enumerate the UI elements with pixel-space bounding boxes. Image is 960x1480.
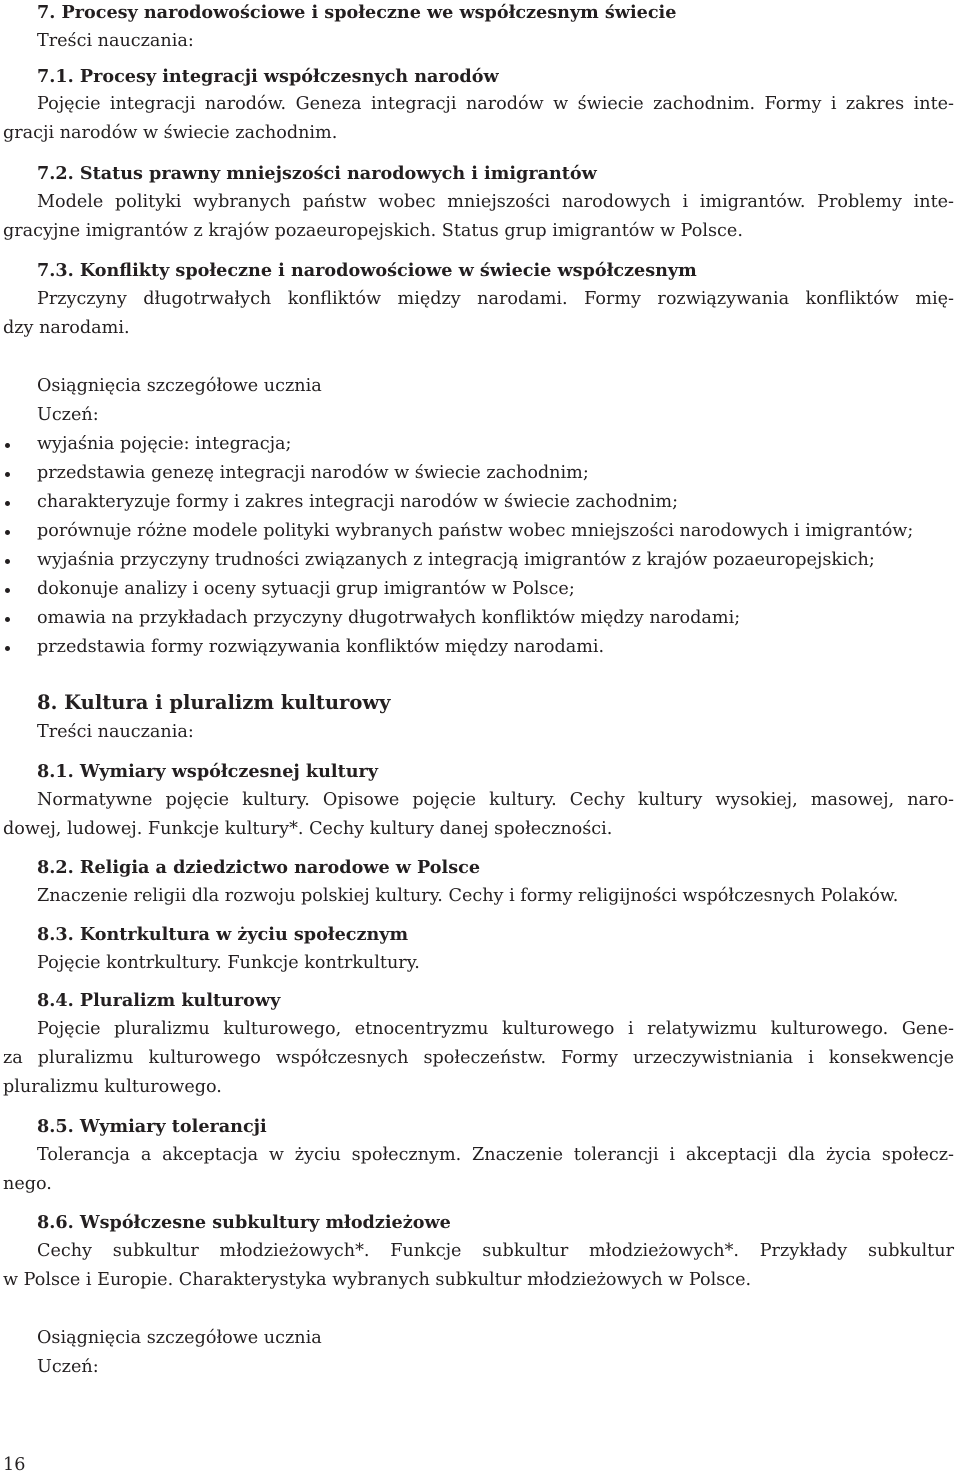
- subsection-8-5-text-line: Tolerancja a akceptacja w życiu społecznym. Znaczenie tolerancji i akceptacji dla życia społecz-: [37, 1145, 954, 1165]
- section-8-content-label: Treści nauczania:: [37, 722, 194, 742]
- subsection-8-2-heading: 8.2. Religia a dziedzictwo narodowe w Polsce: [37, 857, 481, 878]
- subsection-8-5-heading: 8.5. Wymiary tolerancji: [37, 1116, 267, 1137]
- section-7-student-label: Uczeń:: [37, 405, 99, 425]
- list-item: charakteryzuje formy i zakres integracji narodów w świecie zachodnim;: [37, 492, 679, 512]
- subsection-7-2-text-line: Modele polityki wybranych państw wobec mniejszości narodowych i imigrantów. Problemy inte-: [37, 192, 954, 212]
- subsection-8-1-text-line: dowej, ludowej. Funkcje kultury*. Cechy kultury danej społeczności.: [3, 819, 613, 839]
- list-item: przedstawia formy rozwiązywania konfliktów między narodami.: [37, 637, 605, 657]
- list-item: przedstawia genezę integracji narodów w świecie zachodnim;: [37, 463, 589, 483]
- subsection-8-4-text-line: za pluralizmu kulturowego współczesnych społeczeństw. Formy urzeczywistniania i konsekwencje: [3, 1048, 954, 1068]
- list-item: porównuje różne modele polityki wybranych państw wobec mniejszości narodowych i imigrantów;: [37, 521, 914, 541]
- section-8-achievements-label: Osiągnięcia szczegółowe ucznia: [37, 1328, 322, 1348]
- list-item: omawia na przykładach przyczyny długotrwałych konfliktów między narodami;: [37, 608, 741, 628]
- section-8-title: 8. Kultura i pluralizm kulturowy: [37, 691, 391, 714]
- section-7-achievements-label: Osiągnięcia szczegółowe ucznia: [37, 376, 322, 396]
- list-item: wyjaśnia pojęcie: integracja;: [37, 434, 292, 454]
- subsection-7-1-text-line: Pojęcie integracji narodów. Geneza integracji narodów w świecie zachodnim. Formy i zakres inte-: [37, 94, 954, 114]
- subsection-7-2-heading: 7.2. Status prawny mniejszości narodowych i imigrantów: [37, 163, 597, 184]
- subsection-7-3-text-line: dzy narodami.: [3, 318, 130, 338]
- subsection-7-3-heading: 7.3. Konflikty społeczne i narodowościowe w świecie współczesnym: [37, 260, 697, 281]
- subsection-8-6-text-line: Cechy subkultur młodzieżowych*. Funkcje subkultur młodzieżowych*. Przykłady subkultur: [37, 1241, 954, 1261]
- subsection-8-3-text-line: Pojęcie kontrkultury. Funkcje kontrkultury.: [37, 953, 420, 973]
- section-7-content-label: Treści nauczania:: [37, 31, 194, 51]
- subsection-7-1-heading: 7.1. Procesy integracji współczesnych narodów: [37, 66, 499, 87]
- page-number: 16: [3, 1455, 26, 1475]
- subsection-7-3-text-line: Przyczyny długotrwałych konfliktów między narodami. Formy rozwiązywania konfliktów mię-: [37, 289, 954, 309]
- subsection-8-4-heading: 8.4. Pluralizm kulturowy: [37, 990, 281, 1011]
- section-7-title: 7. Procesy narodowościowe i społeczne we współczesnym świecie: [37, 2, 677, 23]
- list-item: wyjaśnia przyczyny trudności związanych z integracją imigrantów z krajów pozaeuropejskich;: [37, 550, 875, 570]
- subsection-8-6-heading: 8.6. Współczesne subkultury młodzieżowe: [37, 1212, 451, 1233]
- subsection-7-2-text-line: gracyjne imigrantów z krajów pozaeuropejskich. Status grup imigrantów w Polsce.: [3, 221, 743, 241]
- section-8-student-label: Uczeń:: [37, 1357, 99, 1377]
- subsection-8-6-text-line: w Polsce i Europie. Charakterystyka wybranych subkultur młodzieżowych w Polsce.: [3, 1270, 752, 1290]
- subsection-8-1-heading: 8.1. Wymiary współczesnej kultury: [37, 761, 378, 782]
- subsection-8-4-text-line: pluralizmu kulturowego.: [3, 1077, 222, 1097]
- subsection-8-4-text-line: Pojęcie pluralizmu kulturowego, etnocentryzmu kulturowego i relatywizmu kulturowego. Gene-: [37, 1019, 954, 1039]
- subsection-8-1-text-line: Normatywne pojęcie kultury. Opisowe pojęcie kultury. Cechy kultury wysokiej, masowej, naro-: [37, 790, 954, 810]
- subsection-8-3-heading: 8.3. Kontrkultura w życiu społecznym: [37, 924, 409, 945]
- subsection-8-5-text-line: nego.: [3, 1174, 52, 1194]
- subsection-8-2-text-line: Znaczenie religii dla rozwoju polskiej kultury. Cechy i formy religijności współczesnych Polaków.: [37, 886, 899, 906]
- subsection-7-1-text-line: gracji narodów w świecie zachodnim.: [3, 123, 338, 143]
- list-item: dokonuje analizy i oceny sytuacji grup imigrantów w Polsce;: [37, 579, 575, 599]
